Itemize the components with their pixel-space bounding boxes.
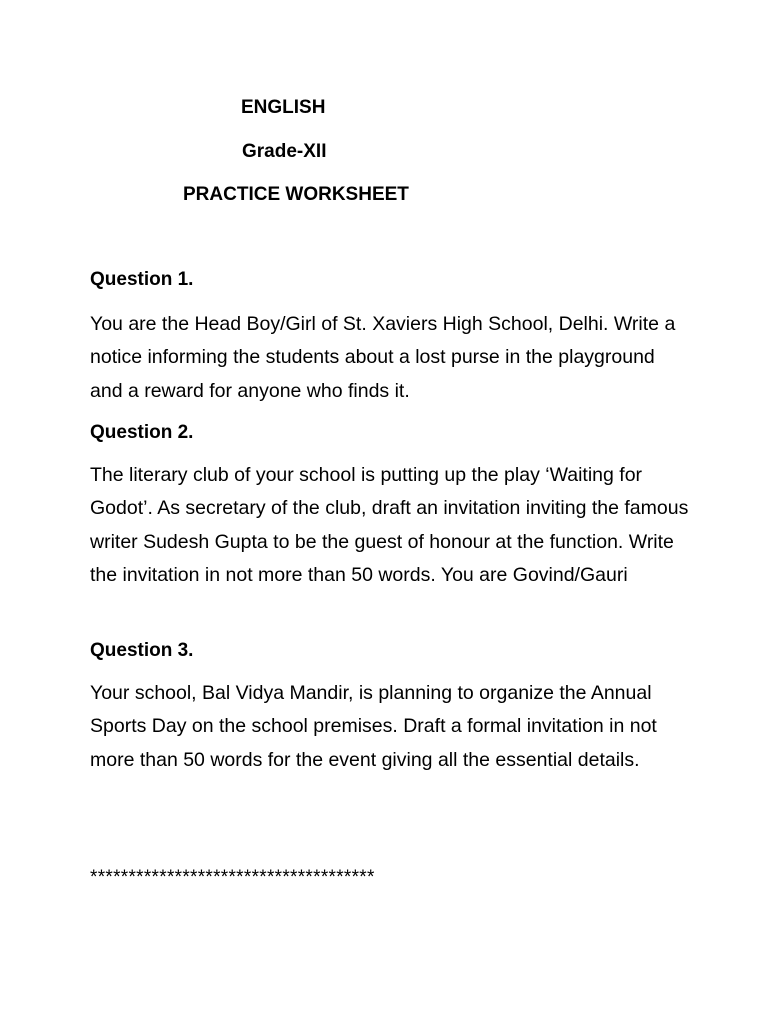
grade-heading: Grade-XII [242,141,327,162]
question-2-heading: Question 2. [90,422,194,443]
question-1-text: You are the Head Boy/Girl of St. Xaviers High School, Delhi. Write a notice informing the students about a lost purse in the playground and a reward for anyone who finds it. [90,313,676,402]
question-3-heading: Question 3. [90,640,194,661]
subject-heading: ENGLISH [241,97,326,118]
asterisk-separator: ************************************* [90,867,375,888]
question-2-text: The literary club of your school is putting up the play ‘Waiting for Godot’. As secretary of the club, draft an invitation inviting the famous writer Sudesh Gupta to be the guest of honour at the function. Write the invitation in not more than 50 words. You are Govind/Gauri [90,464,689,586]
question-3-text: Your school, Bal Vidya Mandir, is planning to organize the Annual Sports Day on the school premises. Draft a formal invitation in not more than 50 words for the event giving all the essential details. [90,682,657,771]
question-1-heading: Question 1. [90,269,194,290]
worksheet-title: PRACTICE WORKSHEET [183,184,409,205]
